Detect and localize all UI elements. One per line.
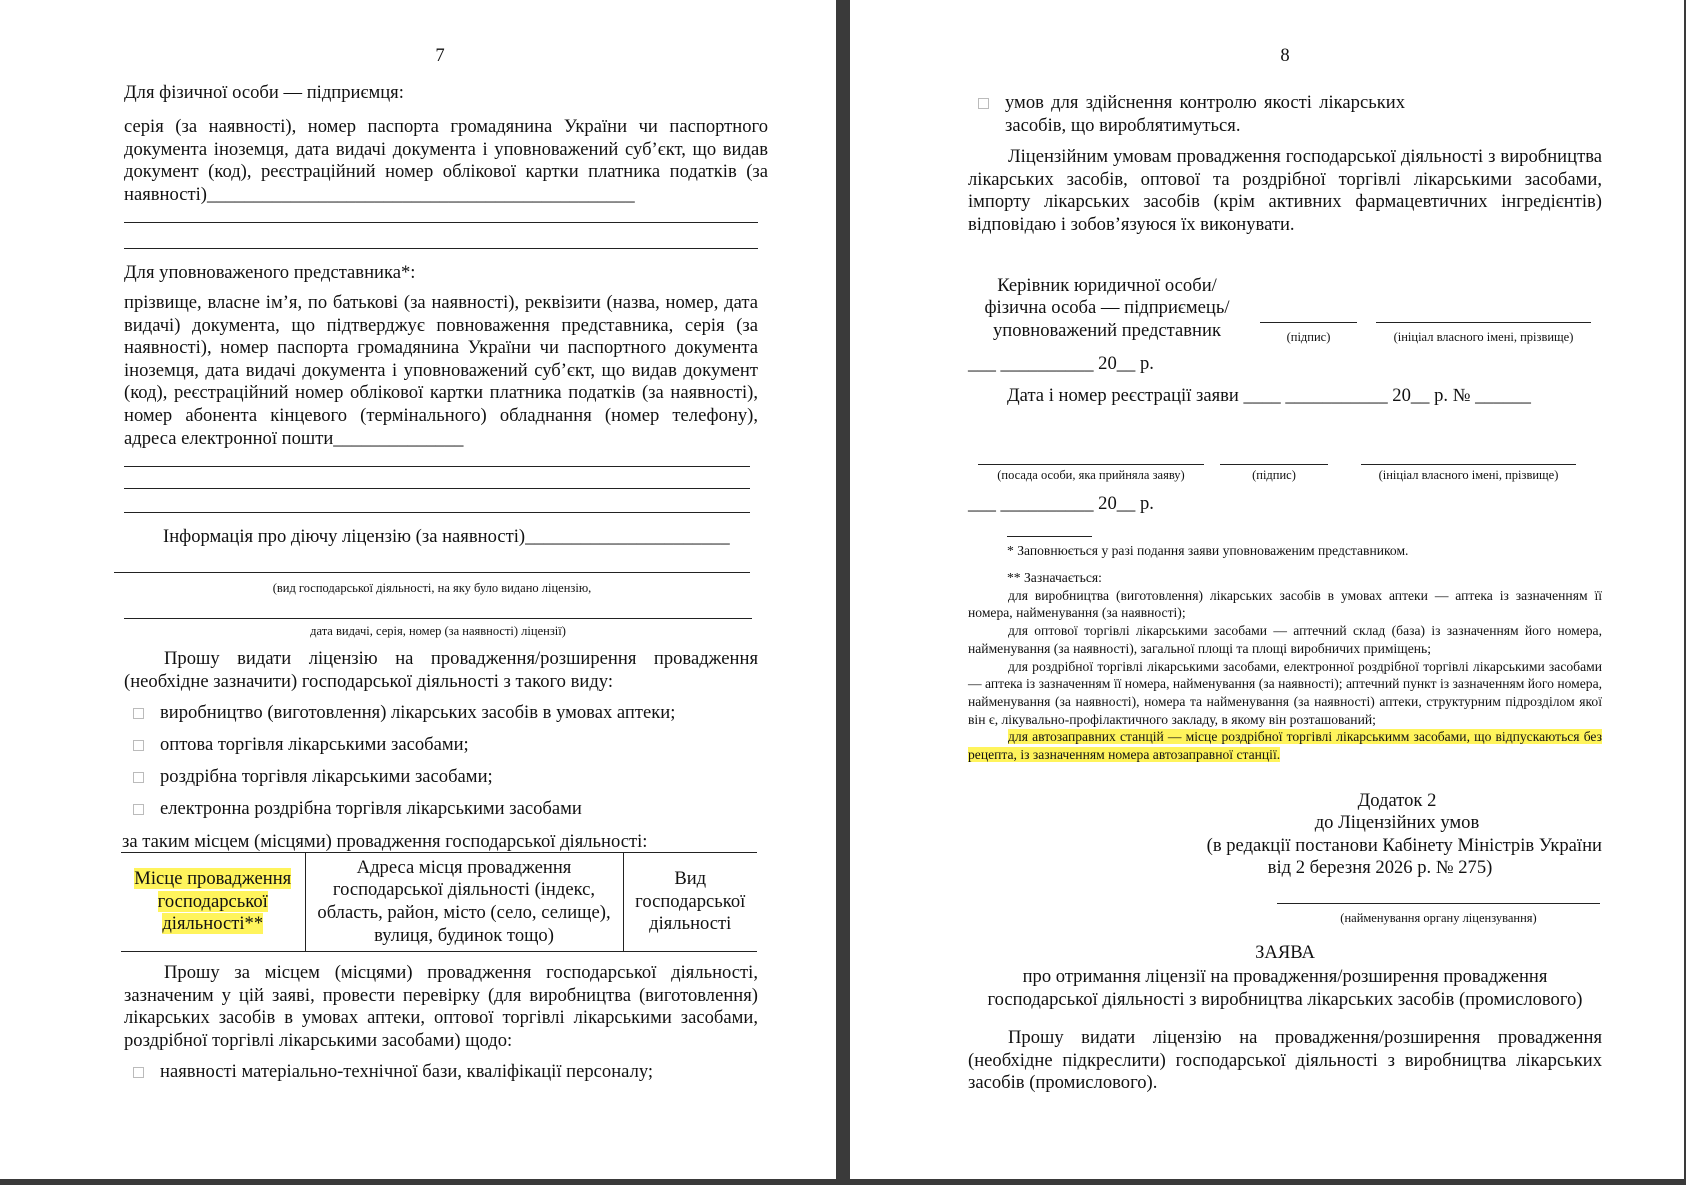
blank-line: [114, 572, 750, 573]
option-label: виробництво (виготовлення) лікарських засобів в умовах аптеки;: [160, 702, 676, 723]
form-subtitle: про отримання ліцензії на провадження/розширення провадження: [1022, 966, 1548, 987]
caption-activity: (вид господарської діяльності, на яку було видано ліцензію,: [272, 581, 592, 595]
checkbox[interactable]: [133, 740, 144, 751]
blank-line: [124, 466, 750, 467]
footnote-1: * Заповнюється у разі подання заяви уповноваженим представником.: [1007, 543, 1409, 558]
checkbox[interactable]: [133, 772, 144, 783]
option-label: електронна роздрібна торгівля лікарськими засобами: [160, 798, 582, 819]
footnote-2: [968, 569, 1602, 764]
checkbox[interactable]: [978, 98, 989, 109]
caption: (найменування органу ліцензування): [1340, 911, 1537, 925]
caption: (підпис): [1252, 468, 1296, 482]
caption: (ініціал власного імені, прізвище): [1393, 330, 1574, 344]
representative-text: прізвище, власне ім’я, по батькові (за наявності), реквізити (назва, номер, дата видачі) документа, що підтверджує повноваження представника, серія (за наявності), номер паспорта громадянина України чи паспортного документа іноземця, дата видачі документа і уповноважений суб’єкт, що видав документ (код), реєстраційний номер облікової картки платника податків (за наявності), номер абонента кінцевого (термінального) обладнання (номер телефону), адреса електронної пошти______________: [124, 292, 758, 449]
blank-line: [124, 618, 752, 619]
caption: (ініціал власного імені, прізвище): [1378, 468, 1559, 482]
representative-heading: Для уповноваженого представника*:: [124, 262, 416, 283]
license-info: Інформація про діючу ліцензію (за наявності)______________________: [163, 526, 730, 547]
checkbox[interactable]: [133, 1067, 144, 1078]
footnote-heading: ** Зазначається:: [1007, 570, 1102, 585]
table-header: Адреса місця провадження господарської діяльності (індекс, область, район, місто (село, селище), вулиця, будинок тощо): [305, 853, 623, 952]
registration-line: Дата і номер реєстрації заяви ____ ___________ 20__ р. № ______: [1007, 385, 1531, 406]
table-header: Вид господарської діяльності: [635, 868, 746, 935]
request-text: Прошу видати ліцензію на провадження/розширення провадження (необхідне зазначити) господарської діяльності з такого виду:: [124, 648, 758, 692]
form-subtitle: господарської діяльності з виробництва лікарських засобів (промислового): [987, 989, 1583, 1010]
signer-line: фізична особа — підприємець/: [984, 297, 1230, 318]
name-line[interactable]: [1361, 464, 1576, 465]
signature-line[interactable]: [1220, 464, 1328, 465]
appendix-line: до Ліцензійних умов: [1314, 812, 1480, 833]
name-line[interactable]: [1376, 322, 1591, 323]
footnote-item-highlighted: [968, 728, 1602, 763]
checkbox[interactable]: [133, 804, 144, 815]
page-number: 8: [1280, 45, 1290, 66]
signer-line: уповноважений представник: [992, 320, 1221, 341]
blank-line: [124, 512, 750, 513]
footnote-item: для виробництва (виготовлення) лікарських засобів в умовах аптеки — аптека із зазначенням її номера, найменування (за наявності);: [968, 587, 1602, 621]
footnote-item: для оптової торгівлі лікарськими засобами — аптечний склад (база) із зазначенням його номера, найменування (за наявності), загальної площі та площі виробничих приміщень;: [968, 623, 1602, 656]
page-number: 7: [435, 45, 445, 66]
places-table: [121, 852, 757, 952]
option-label: роздрібна торгівля лікарськими засобами;: [160, 766, 493, 787]
authority-line[interactable]: [1277, 903, 1600, 904]
footnote-item: для роздрібної торгівлі лікарськими засобами, електронної роздрібної торгівлі лікарськими засобами — аптека із зазначенням її номера, найменування (за наявності); аптечний пункт із зазначенням його номера, найменування (за наявності), номера та найменування (за наявності) аптеки, структурним підрозділом якої він є, лікувально-профілактичного закладу, в якому він розташований;: [968, 658, 1602, 727]
page-8: [850, 0, 1684, 1179]
table-header: [121, 853, 305, 952]
date-line: ___ __________ 20__ р.: [968, 353, 1154, 374]
places-text: за таким місцем (місцями) провадження господарської діяльності:: [122, 831, 648, 852]
highlighted-text: для автозаправних станцій — місце роздрібної торгівлі лікарськимм засобами, що відпускаються без рецепта, із зазначенням номера автозаправної станції.: [968, 729, 1602, 763]
inspection-text: Прошу за місцем (місцями) провадження господарської діяльності, зазначеним у цій заяві, провести перевірку (для виробництва (виготовлення) лікарських засобів в умовах аптеки, оптової торгівлі лікарськими засобами, роздрібної торгівлі лікарськими засобами) щодо:: [124, 962, 758, 1051]
appendix-line: Додаток 2: [1357, 790, 1437, 811]
blank-line: [124, 488, 750, 489]
option-label: оптова торгівля лікарськими засобами;: [160, 734, 469, 755]
blank-line: [124, 248, 758, 249]
caption: (посада особи, яка прийняла заяву): [997, 468, 1185, 482]
header-place: Місце провадження господарської діяльності**: [134, 868, 292, 935]
caption-license: дата видачі, серія, номер (за наявності) ліцензії): [310, 624, 566, 638]
conditions-text: Ліцензійним умовам провадження господарської діяльності з виробництва лікарських засобів, оптової та роздрібної торгівлі лікарськими засобами, імпорту лікарських засобів (крім активних фармацевтичних інгредієнтів) відповідаю і зобов’язуюся їх виконувати.: [968, 146, 1602, 235]
appendix-line: від 2 березня 2026 р. № 275): [1267, 857, 1493, 878]
official-line[interactable]: [978, 464, 1204, 465]
caption: (підпис): [1286, 330, 1331, 344]
option-label: наявності матеріально-технічної бази, кваліфікації персоналу;: [160, 1061, 654, 1082]
quality-option: умов для здійснення контролю якості лікарських засобів, що вироблятимуться.: [1005, 92, 1405, 136]
checkbox[interactable]: [133, 708, 144, 719]
signature-line[interactable]: [1260, 322, 1357, 323]
appendix-line: (в редакції постанови Кабінету Міністрів України: [1206, 835, 1602, 856]
entrepreneur-heading: Для фізичної особи — підприємця:: [124, 82, 404, 103]
signer-line: Керівник юридичної особи/: [997, 275, 1217, 296]
request-text: Прошу видати ліцензію на провадження/розширення провадження (необхідне підкреслити) господарської діяльності з виробництва лікарських засобів (промислового).: [968, 1027, 1602, 1094]
entrepreneur-text: серія (за наявності), номер паспорта громадянина України чи паспортного документа іноземця, дата видачі документа і уповноважений суб’єкт, що видав документ (код), реєстраційний номер облікової картки платника податків (за наявності)______________________________________________: [124, 116, 768, 205]
page-7: [0, 0, 836, 1179]
form-title: ЗАЯВА: [1255, 942, 1315, 963]
footnote-separator: [1007, 536, 1092, 537]
date-line: ___ __________ 20__ р.: [968, 493, 1154, 514]
blank-line: [124, 222, 758, 223]
